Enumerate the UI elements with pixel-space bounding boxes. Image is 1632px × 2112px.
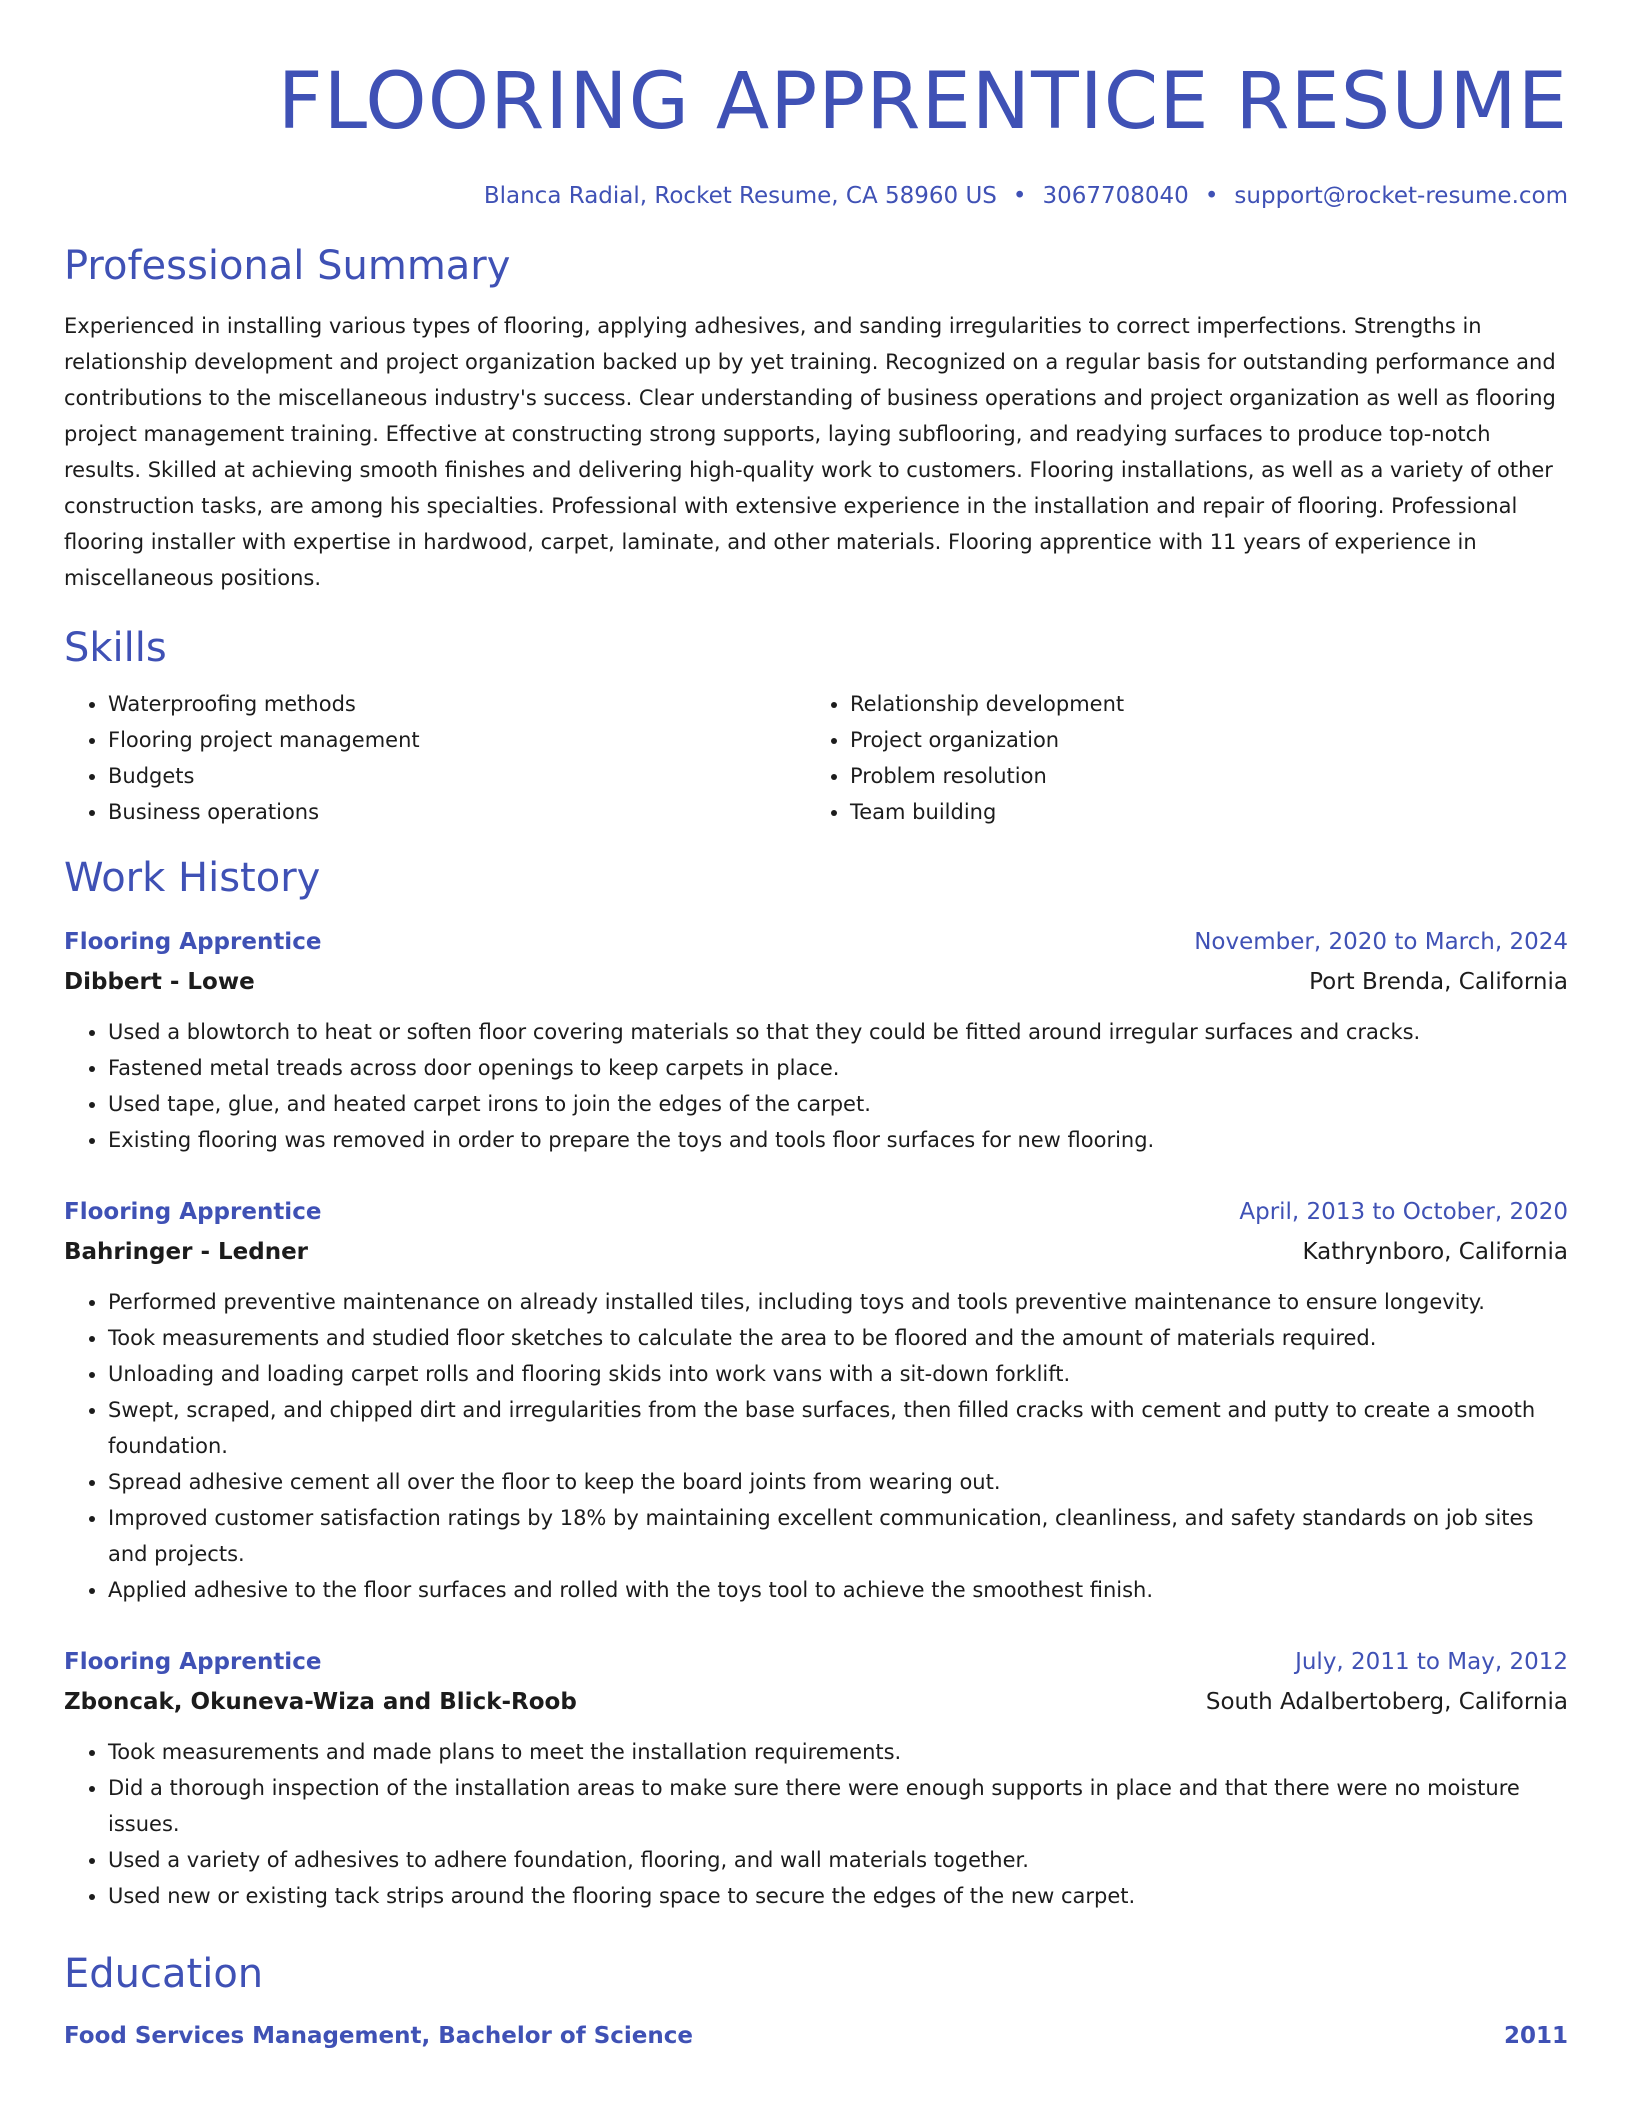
job-title: Flooring Apprentice [64, 929, 322, 955]
education-year: 2011 [1503, 2023, 1568, 2049]
skill-item: • Flooring project management [108, 722, 806, 758]
job-bullet: • Took measurements and studied floor sketches to calculate the area to be floored and the amount of materials required. [108, 1320, 1568, 1356]
contact-address: Blanca Radial, Rocket Resume, CA 58960 US [483, 183, 997, 209]
contact-email: support@rocket-resume.com [1234, 183, 1568, 209]
skills-column-left [64, 686, 806, 830]
job-bullets [64, 1284, 1568, 1608]
job-company: Bahringer - Ledner [64, 1239, 309, 1265]
job-company: Zboncak, Okuneva-Wiza and Blick-Roob [64, 1689, 577, 1715]
skill-item: • Team building [850, 794, 1548, 830]
job-location: Kathrynboro, California [1302, 1239, 1568, 1265]
contact-separator: • [1204, 183, 1219, 209]
job-bullet: • Used new or existing tack strips around the flooring space to secure the edges of the new carpet. [108, 1878, 1568, 1914]
job-title: Flooring Apprentice [64, 1649, 322, 1675]
job-bullet: • Used a blowtorch to heat or soften floor covering materials so that they could be fitted around irregular surfaces and cracks. [108, 1014, 1568, 1050]
skills-list [64, 686, 1568, 830]
job-bullet: • Unloading and loading carpet rolls and flooring skids into work vans with a sit-down forklift. [108, 1356, 1568, 1392]
job-bullet: • Used tape, glue, and heated carpet irons to join the edges of the carpet. [108, 1086, 1568, 1122]
job-bullet: • Did a thorough inspection of the installation areas to make sure there were enough supports in place and that there were no moisture issues. [108, 1770, 1568, 1842]
skill-item: • Waterproofing methods [108, 686, 806, 722]
skills-heading: Skills [64, 625, 167, 671]
skill-item: • Relationship development [850, 686, 1548, 722]
job-bullet: • Took measurements and made plans to meet the installation requirements. [108, 1734, 1568, 1770]
job-dates: April, 2013 to October, 2020 [1239, 1199, 1568, 1225]
job-location: South Adalbertoberg, California [1205, 1689, 1568, 1715]
job-entry [64, 1192, 1568, 1608]
skill-item: • Problem resolution [850, 758, 1548, 794]
summary-heading: Professional Summary [64, 243, 511, 289]
contact-separator: • [1012, 183, 1027, 209]
summary-text: Experienced in installing various types of flooring, applying adhesives, and sanding irregularities to correct imperfections. Strengths in relationship development and project organization backed up by yet training. Recognized on a regular basis for outstanding performance and contributions to the miscellaneous industry's success. Clear understanding of business operations and project organization as well as flooring project management training. Effective at constructing strong supports, laying subflooring, and readying surfaces to produce top-notch results. Skilled at achieving smooth finishes and delivering high-quality work to customers. Flooring installations, as well as a variety of other construction tasks, are among his specialties. Professional with extensive experience in the installation and repair of flooring. Professional flooring installer with expertise in hardwood, carpet, laminate, and other materials. Flooring apprentice with 11 years of experience in miscellaneous positions. [64, 314, 1556, 590]
job-bullet: • Existing flooring was removed in order to prepare the toys and tools floor surfaces for new flooring. [108, 1122, 1568, 1158]
job-bullet: • Applied adhesive to the floor surfaces and rolled with the toys tool to achieve the smoothest finish. [108, 1572, 1568, 1608]
resume-title: FLOORING APPRENTICE RESUME [277, 57, 1568, 147]
job-location: Port Brenda, California [1309, 969, 1568, 995]
job-company: Dibbert - Lowe [64, 969, 255, 995]
contact-phone: 3067708040 [1042, 183, 1189, 209]
skill-item: • Budgets [108, 758, 806, 794]
education-entry [64, 2018, 1568, 2054]
education-heading: Education [64, 1951, 264, 1997]
job-entry [64, 922, 1568, 1158]
job-bullet: • Used a variety of adhesives to adhere foundation, flooring, and wall materials together. [108, 1842, 1568, 1878]
skill-item: • Business operations [108, 794, 806, 830]
job-bullets [64, 1014, 1568, 1158]
job-title: Flooring Apprentice [64, 1199, 322, 1225]
job-bullet: • Fastened metal treads across door openings to keep carpets in place. [108, 1050, 1568, 1086]
skills-column-right [806, 686, 1548, 830]
education-degree: Food Services Management, Bachelor of Science [64, 2023, 694, 2049]
job-bullet: • Spread adhesive cement all over the floor to keep the board joints from wearing out. [108, 1464, 1568, 1500]
job-dates: July, 2011 to May, 2012 [1295, 1649, 1568, 1675]
resume-page [64, 0, 1568, 2054]
job-entry [64, 1642, 1568, 1914]
job-bullets [64, 1734, 1568, 1914]
work-history-heading: Work History [64, 855, 321, 901]
contact-line [64, 180, 1568, 212]
job-dates: November, 2020 to March, 2024 [1194, 929, 1568, 955]
skill-item: • Project organization [850, 722, 1548, 758]
job-bullet: • Swept, scraped, and chipped dirt and irregularities from the base surfaces, then filled cracks with cement and putty to create a smooth foundation. [108, 1392, 1568, 1464]
job-bullet: • Improved customer satisfaction ratings by 18% by maintaining excellent communication, cleanliness, and safety standards on job sites and projects. [108, 1500, 1568, 1572]
job-bullet: • Performed preventive maintenance on already installed tiles, including toys and tools preventive maintenance to ensure longevity. [108, 1284, 1568, 1320]
